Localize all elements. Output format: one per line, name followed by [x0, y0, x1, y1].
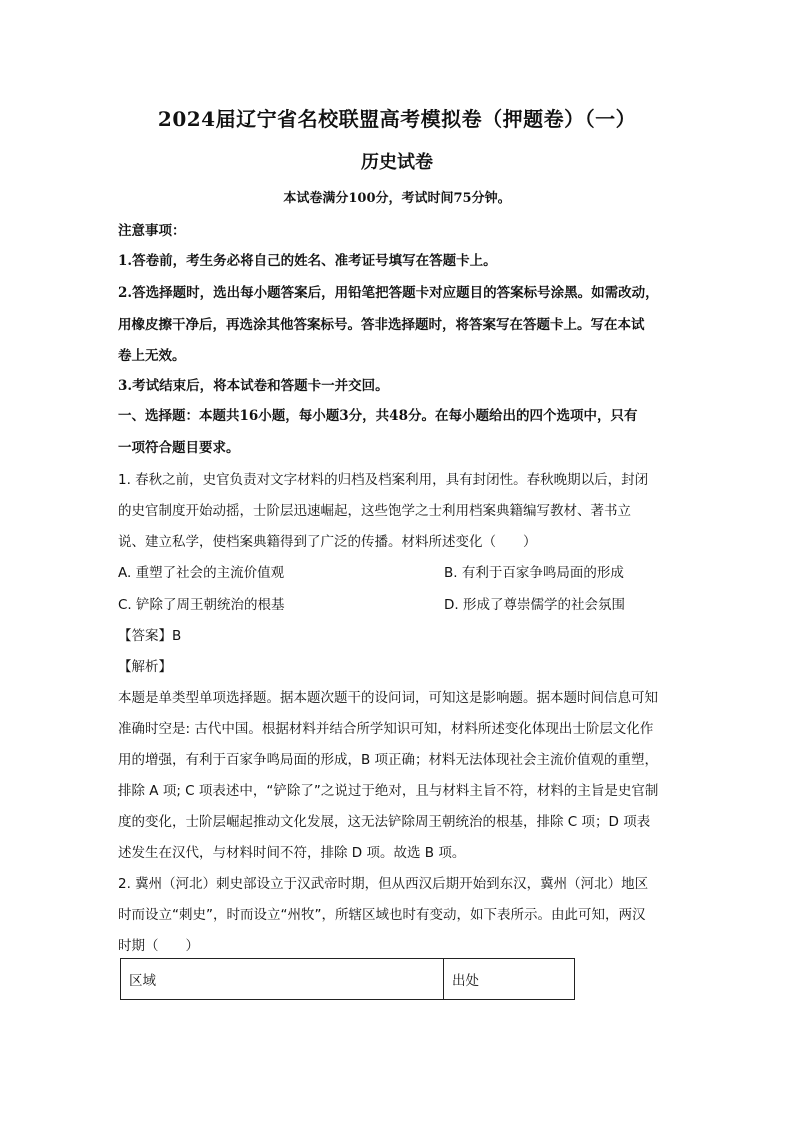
q1-analysis-label: 【解析】	[118, 659, 172, 675]
q1-answer: 【答案】B	[118, 628, 182, 644]
q1-analysis-line-2: 准确时空是: 古代中国。根据材料并结合所学知识可知，材料所述变化体现出士阶层文化作	[118, 721, 654, 737]
exam-title: 2024届辽宁省名校联盟高考模拟卷（押题卷）（一）	[157, 107, 637, 131]
notice-item-2-line-1: 2.答选择题时，选出每小题答案后，用铅笔把答题卡对应题目的答案标号涂黑。如需改动，	[118, 285, 659, 301]
table-row	[121, 959, 575, 1000]
notice-item-2-line-3: 卷上无效。	[118, 348, 186, 364]
q1-option-c: C. 铲除了周王朝统治的根基	[118, 597, 285, 613]
exam-info: 本试卷满分100分，考试时间75分钟。	[283, 191, 511, 206]
notice-item-1: 1.答卷前，考生务必将自己的姓名、准考证号填写在答题卡上。	[118, 253, 497, 269]
section-1-heading-line-2: 一项符合题目要求。	[118, 440, 240, 456]
notice-heading: 注意事项：	[118, 223, 186, 239]
section-1-heading-line-1: 一、选择题：本题共16小题，每小题3分，共48分。在每小题给出的四个选项中，只有	[118, 408, 638, 424]
q1-option-d: D. 形成了尊崇儒学的社会氛围	[444, 597, 625, 613]
q1-analysis-line-4: 排除 A 项; C 项表述中，“铲除了”之说过于绝对，且与材料主旨不符，材料的主旨是史官制	[118, 783, 659, 799]
table-header-region: 区域	[121, 959, 444, 1000]
q1-analysis-line-1: 本题是单类型单项选择题。据本题次题干的设问词，可知这是影响题。据本题时间信息可知	[118, 690, 658, 706]
table-header-source: 出处	[444, 959, 575, 1000]
notice-item-2-line-2: 用橡皮擦干净后，再选涂其他答案标号。答非选择题时，将答案写在答题卡上。写在本试	[118, 317, 645, 333]
q2-table	[120, 958, 575, 1000]
notice-item-3: 3.考试结束后，将本试卷和答题卡一并交回。	[118, 378, 389, 394]
exam-subject: 历史试卷	[361, 152, 433, 173]
q1-analysis-line-6: 述发生在汉代，与材料时间不符，排除 D 项。故选 B 项。	[118, 845, 466, 861]
q2-stem-line-3: 时期（ ）	[118, 938, 199, 954]
q1-stem-line-2: 的史官制度开始动摇，士阶层迅速崛起，这些饱学之士利用档案典籍编写教材、著书立	[118, 503, 631, 519]
q2-stem-line-1: 2. 冀州（河北）刺史部设立于汉武帝时期，但从西汉后期开始到东汉，冀州（河北）地区	[118, 876, 649, 892]
q1-analysis-line-5: 度的变化，士阶层崛起推动文化发展，这无法铲除周王朝统治的根基，排除 C 项；D 项表	[118, 814, 651, 830]
q1-option-a: A. 重塑了社会的主流价值观	[118, 565, 285, 581]
q1-stem-line-1: 1. 春秋之前，史官负责对文字材料的归档及档案利用，具有封闭性。春秋晚期以后，封闭	[118, 472, 649, 488]
q2-stem-line-2: 时而设立“刺史”，时而设立“州牧”，所辖区域也时有变动，如下表所示。由此可知，两汉	[118, 907, 646, 923]
q1-option-b: B. 有利于百家争鸣局面的形成	[444, 565, 624, 581]
q1-analysis-line-3: 用的增强，有利于百家争鸣局面的形成，B 项正确；材料无法体现社会主流价值观的重塑，	[118, 752, 659, 768]
q1-stem-line-3: 说、建立私学，使档案典籍得到了广泛的传播。材料所述变化（ ）	[118, 534, 537, 550]
